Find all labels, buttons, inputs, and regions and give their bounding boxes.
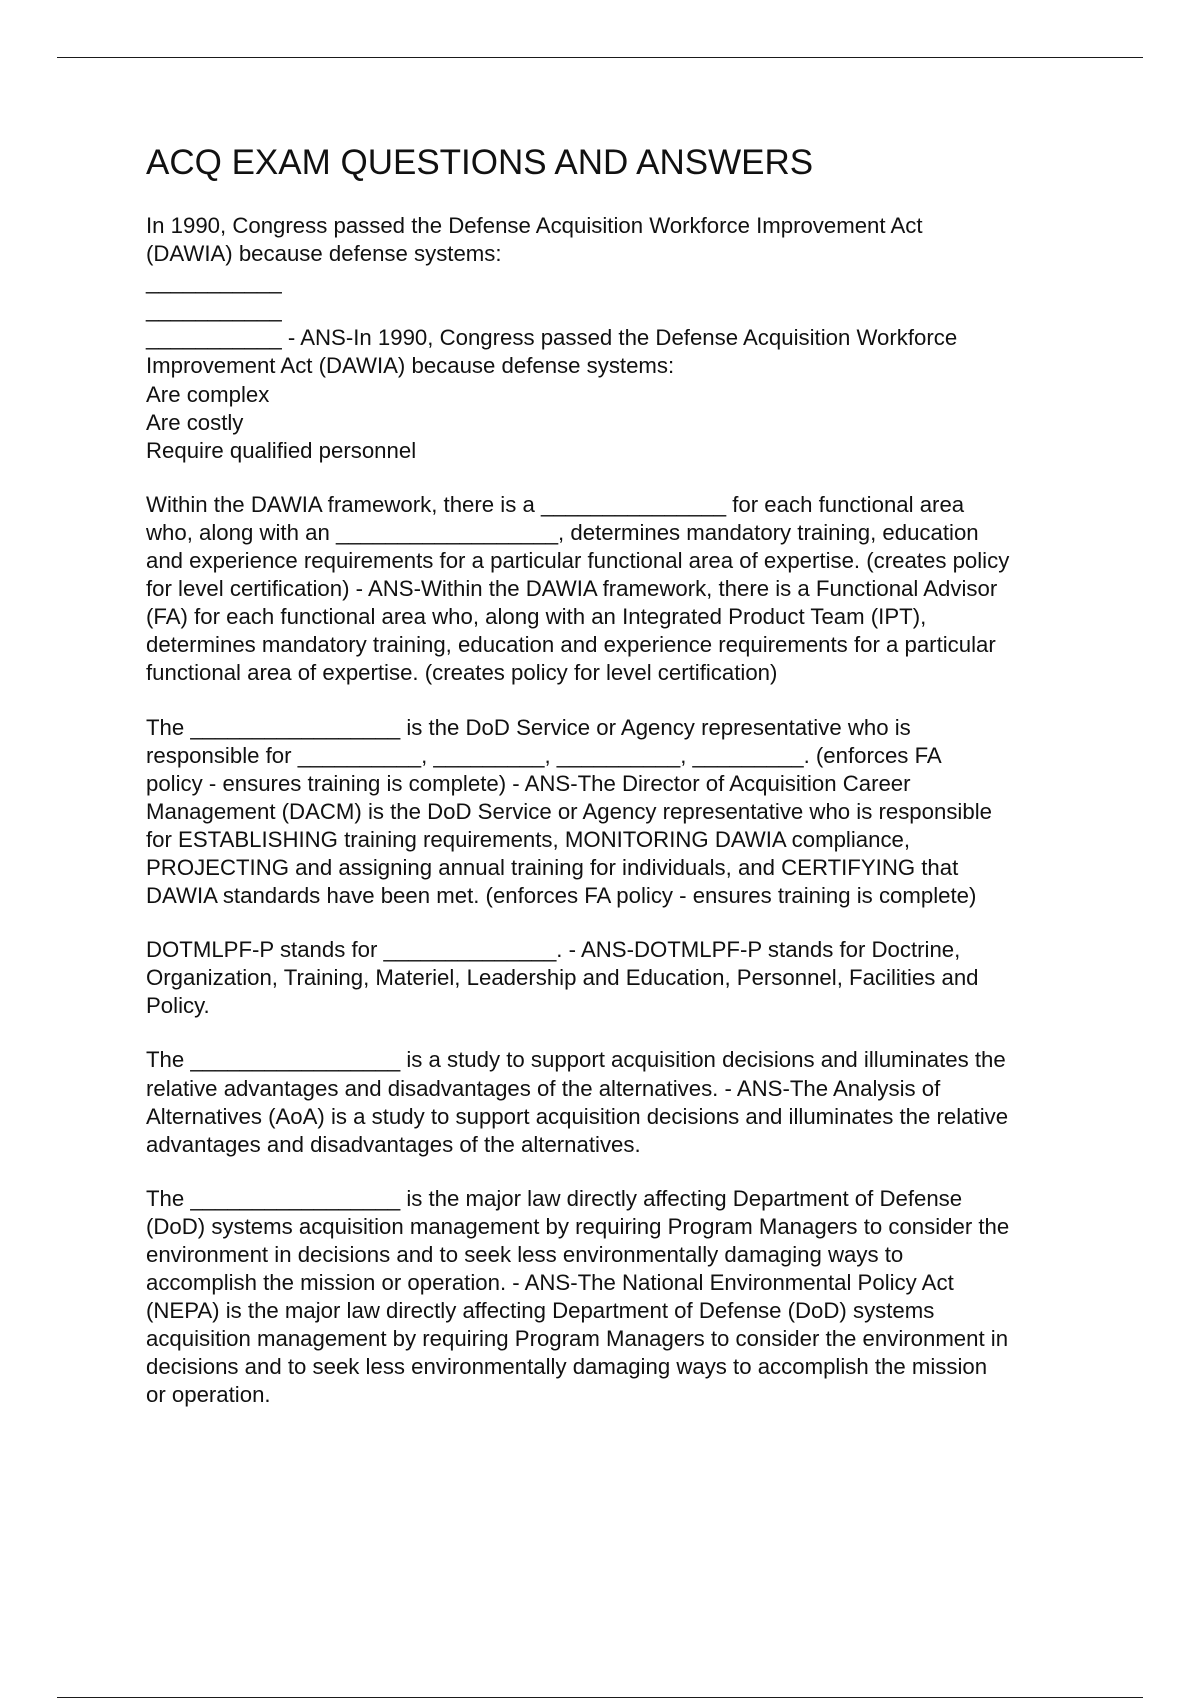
qa-entry-dawia: In 1990, Congress passed the Defense Acquisition Workforce Improvement Act (DAWIA) because defense systems: ___________ ___________ ___________ - ANS-In 1990, Congress passed the Defense Acquisition Workforce Improvement Act (DAWIA) because defense systems: Are complex Are costly Require qualified personnel xyxy=(146,213,958,463)
qa-entry-functional-advisor: Within the DAWIA framework, there is a _______________ for each functional area who, along with an __________________, determines mandatory training, education and experience requirements for a particular functional area of expertise. (creates policy for level certification) - ANS-Within the DAWIA framework, there is a Functional Advisor (FA) for each functional area who, along with an Integrated Product Team (IPT), determines mandatory training, education and experience requirements for a particular functional area of expertise. (creates policy for level certification) xyxy=(146,491,1010,686)
qa-entry-dotmlpf-p: DOTMLPF-P stands for ______________. - ANS-DOTMLPF-P stands for Doctrine, Organization, Training, Materiel, Leadership and Education, Personnel, Facilities and Policy. xyxy=(146,937,979,1019)
top-divider xyxy=(57,57,1143,58)
bottom-divider xyxy=(57,1697,1143,1698)
qa-entry-aoa: The _________________ is a study to support acquisition decisions and illuminates the relative advantages and disadvantages of the alternatives. - ANS-The Analysis of Alternatives (AoA) is a study to support acquisition decisions and illuminates the relative advantages and disadvantages of the alternatives. xyxy=(146,1047,1009,1157)
qa-entry-nepa: The _________________ is the major law directly affecting Department of Defense (DoD) systems acquisition management by requiring Program Managers to consider the environment in decisions and to seek less environmentally damaging ways to accomplish the mission or operation. - ANS-The National Environmental Policy Act (NEPA) is the major law directly affecting Department of Defense (DoD) systems acquisition management by requiring Program Managers to consider the environment in decisions and to seek less environmentally damaging ways to accomplish the mission or operation. xyxy=(146,1185,1010,1408)
document-body xyxy=(146,142,1106,1436)
qa-entry-dacm: The _________________ is the DoD Service or Agency representative who is responsible for __________, _________, __________, _________. (enforces FA policy - ensures training is complete) - ANS-The Director of Acquisition Career Management (DACM) is the DoD Service or Agency representative who is responsible for ESTABLISHING training requirements, MONITORING DAWIA compliance, PROJECTING and assigning annual training for individuals, and CERTIFYING that DAWIA standards have been met. (enforces FA policy - ensures training is complete) xyxy=(146,714,992,909)
page-title: ACQ EXAM QUESTIONS AND ANSWERS xyxy=(146,143,814,182)
